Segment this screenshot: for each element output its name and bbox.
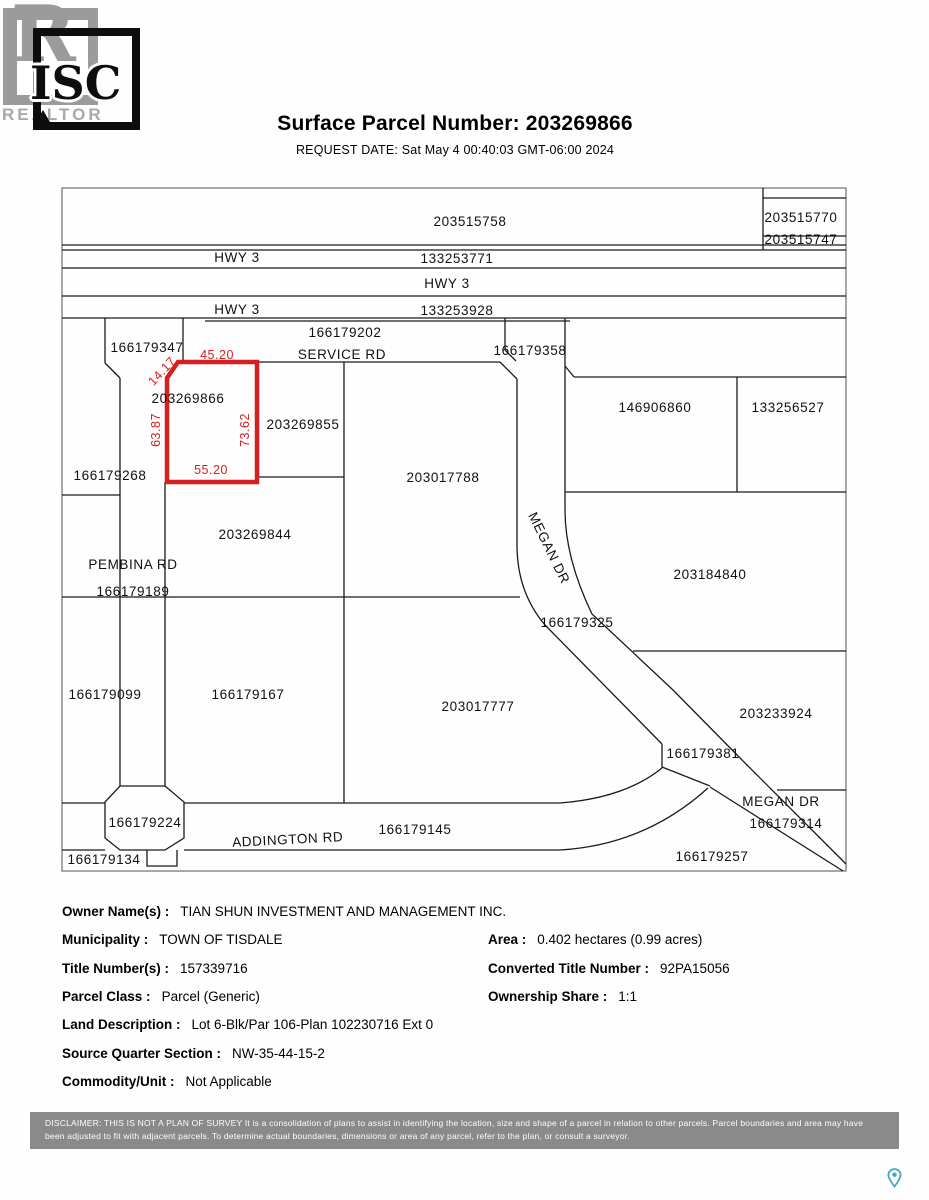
road-label-service-rd: SERVICE RD [297,347,387,362]
detail-label: Municipality : [62,932,149,947]
dimension-left: 63.87 [149,413,163,447]
detail-value: 92PA15056 [660,961,730,976]
detail-value: TOWN OF TISDALE [159,932,283,947]
parcel-label: 203269855 [266,417,340,432]
parcel-label: 166179167 [211,687,285,702]
parcel-label: 203017788 [406,470,480,485]
parcel-label: 166179099 [68,687,142,702]
parcel-label: 133253771 [420,251,494,266]
parcel-label: 166179314 [749,816,823,831]
parcel-label: 166179202 [308,325,382,340]
detail-value: 0.402 hectares (0.99 acres) [537,932,703,947]
parcel-label: 203017777 [441,699,515,714]
dimension-labels [145,348,252,477]
parcel-label: 166179134 [67,852,141,867]
road-label-megan-dr: MEGAN DR [525,509,573,587]
parcel-label: 146906860 [618,400,692,415]
detail-label: Ownership Share : [488,989,608,1004]
detail-value: TIAN SHUN INVESTMENT AND MANAGEMENT INC. [180,904,507,919]
detail-row-land-description [62,1017,433,1032]
detail-row-owner [62,904,506,919]
request-date: REQUEST DATE: Sat May 4 00:40:03 GMT-06:00 2024 [295,143,615,157]
detail-label: Title Number(s) : [62,961,170,976]
detail-label: Commodity/Unit : [62,1074,175,1089]
parcel-label: 203269844 [218,527,292,542]
dimension-chamfer: 14.17 [145,354,179,389]
road-label-hwy3: HWY 3 [214,302,260,317]
detail-label: Land Description : [62,1017,181,1032]
parcel-label: 166179145 [378,822,452,837]
parcel-label: 203184840 [673,567,747,582]
dimension-bottom: 55.20 [194,463,228,477]
parcel-label: 166179268 [73,468,147,483]
dimension-top: 45.20 [200,348,234,362]
road-label-pembina-rd: PEMBINA RD [88,557,178,572]
disclaimer-bar: DISCLAIMER: THIS IS NOT A PLAN OF SURVEY It is a consolidation of plans to assist in identifying the location, size and shape of a parcel in relation to other parcels. Parcel boundaries and area may have been adjusted to fit with adjacent parcels. To determine actual boundaries, dimensions or area of any parcel, refer to the plan, or consult a surveyor. [30,1112,899,1149]
detail-row-title-number [62,961,730,976]
realtor-wordmark: REALTOR [2,105,104,124]
detail-value: Lot 6-Blk/Par 106-Plan 102230716 Ext 0 [191,1017,434,1032]
detail-value: 157339716 [180,961,248,976]
realtor-r-letter: R [11,0,76,80]
parcel-label: 203515747 [764,232,838,247]
detail-value: NW-35-44-15-2 [232,1046,325,1061]
parcel-label: 166179381 [666,746,740,761]
parcel-label: 133253928 [420,303,494,318]
road-label-hwy3: HWY 3 [214,250,260,265]
detail-label: Source Quarter Section : [62,1046,222,1061]
detail-value: 1:1 [618,989,638,1004]
parcel-label: 203515758 [433,214,507,229]
parcel-label: 166179358 [493,343,567,358]
detail-value: Parcel (Generic) [161,989,260,1004]
road-label-addington-rd: ADDINGTON RD [231,829,344,850]
page-title: Surface Parcel Number: 203269866 [277,112,633,135]
parcel-label: 133256527 [751,400,825,415]
parcel-label: 203515770 [764,210,838,225]
dimension-right: 73.62 [238,413,252,447]
detail-row-parcel-class [62,989,638,1004]
detail-label: Owner Name(s) : [62,904,170,919]
parcel-label: 203233924 [739,706,813,721]
parcel-label: 166179347 [110,340,184,355]
parcel-label: 166179189 [96,584,170,599]
detail-label: Parcel Class : [62,989,151,1004]
location-pin-icon[interactable] [887,1168,902,1188]
detail-label: Area : [488,932,527,947]
detail-row-source-quarter [62,1046,325,1061]
subject-parcel-label: 203269866 [151,391,225,406]
road-label-hwy3: HWY 3 [424,276,470,291]
road-label-megan-dr: MEGAN DR [742,794,820,809]
detail-label: Converted Title Number : [488,961,650,976]
parcel-label: 166179325 [540,615,614,630]
isc-wordmark: ISC [30,56,122,110]
parcel-label: 166179224 [108,815,182,830]
detail-row-municipality [62,932,703,947]
parcel-label: 166179257 [675,849,749,864]
map-labels [68,210,838,867]
detail-value: Not Applicable [185,1074,272,1089]
detail-row-commodity [62,1074,272,1089]
